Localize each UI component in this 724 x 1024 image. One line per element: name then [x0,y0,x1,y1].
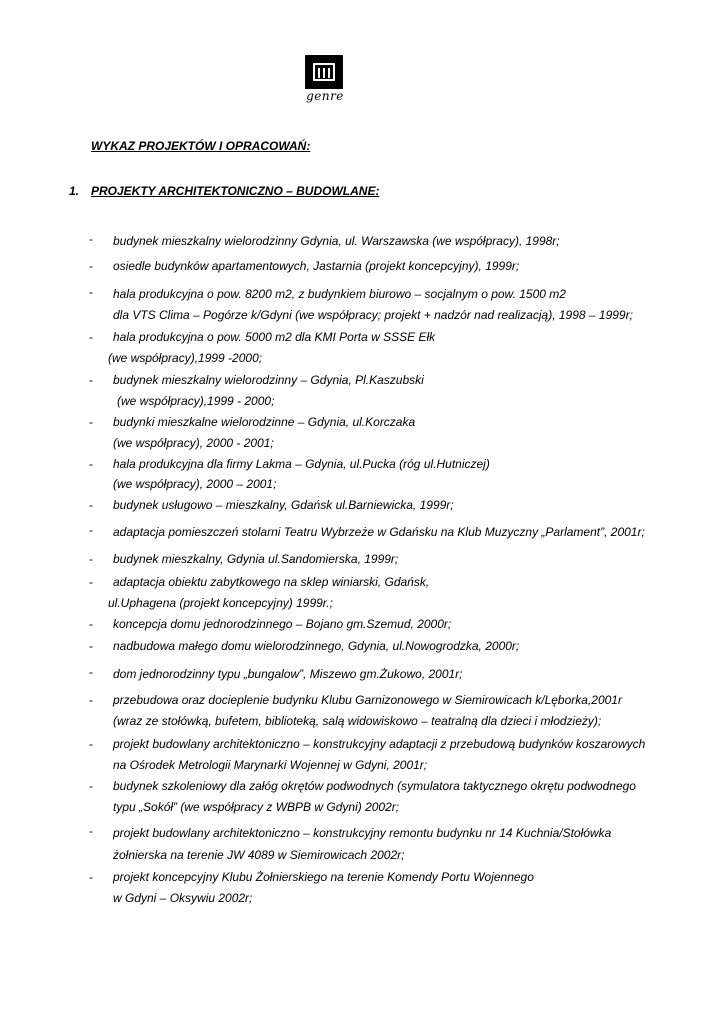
bullet-icon: - [89,737,93,751]
bullet-icon: - [89,498,93,512]
list-item-line: nadbudowa małego domu wielorodzinnego, Gdynia, ul.Nowogrodzka, 2000r; [113,639,520,653]
list-item-line: hala produkcyjna o pow. 8200 m2, z budynkiem biurowo – socjalnym o pow. 1500 m2 [113,287,566,301]
list-item-line: projekt budowlany architektoniczno – konstrukcyjny adaptacji z przebudową budynków koszarowych [113,737,646,751]
bullet-icon: - [89,870,93,884]
list-item-line: (we współpracy), 2000 – 2001; [113,477,277,491]
list-item-line: dla VTS Clima – Pogórze k/Gdyni (we współpracy; projekt + nadzór nad realizacją), 1998 – 1999r; [113,308,633,322]
list-item-line: dom jednorodzinny typu „bungalow”, Miszewo gm.Żukowo, 2001r; [113,667,463,681]
page-title: WYKAZ PROJEKTÓW I OPRACOWAŃ: [91,139,311,153]
bullet-icon: - [89,373,93,387]
list-item-line: budynek mieszkalny, Gdynia ul.Sandomierska, 1999r; [113,552,399,566]
bullet-icon: - [89,523,93,537]
list-item-line: na Ośrodek Metrologii Marynarki Wojennej w Gdyni, 2001r; [113,758,428,772]
list-item-line: (we współpracy),1999 - 2000; [117,394,275,408]
list-item-line: budynki mieszkalne wielorodzinne – Gdynia, ul.Korczaka [113,415,416,429]
list-item-line: projekt budowlany architektoniczno – konstrukcyjny remontu budynku nr 14 Kuchnia/Stołówka [113,826,612,840]
list-item-line: (wraz ze stołówką, bufetem, biblioteką, salą widowiskowo – teatralną dla dzieci i młodzieży); [113,714,602,728]
section-title: PROJEKTY ARCHITEKTONICZNO – BUDOWLANE: [91,184,380,198]
bullet-icon: - [89,617,93,631]
bullet-icon: - [89,232,93,246]
bullet-icon: - [89,415,93,429]
list-item-line: przebudowa oraz docieplenie budynku Klubu Garnizonowego w Siemirowicach k/Lęborka,2001r [113,693,622,707]
list-item-line: projekt koncepcyjny Klubu Żołnierskiego na terenie Komendy Portu Wojennego [113,870,534,884]
bullet-icon: - [89,824,93,838]
bullet-icon: - [89,639,93,653]
list-item-line: adaptacja obiektu zabytkowego na sklep winiarski, Gdańsk, [113,575,430,589]
bullet-icon: - [89,330,93,344]
list-item-line: ul.Uphagena (projekt koncepcyjny) 1999r.; [108,596,334,610]
list-item-line: w Gdyni – Oksywiu 2002r; [113,891,253,905]
bullet-icon: - [89,575,93,589]
list-item-line: osiedle budynków apartamentowych, Jastarnia (projekt koncepcyjny), 1999r; [113,259,520,273]
bullet-icon: - [89,779,93,793]
logo-text: genre [306,89,344,103]
list-item-line: typu „Sokół” (we współpracy z WBPB w Gdyni) 2002r; [113,800,400,814]
list-item-line: budynek mieszkalny wielorodzinny Gdynia, ul. Warszawska (we współpracy), 1998r; [113,234,560,248]
bullet-icon: - [89,552,93,566]
list-item-line: (we współpracy),1999 -2000; [108,351,263,365]
list-item-line: hala produkcyjna dla firmy Lakma – Gdynia, ul.Pucka (róg ul.Hutniczej) [113,457,490,471]
genre-logo [303,55,347,107]
bullet-icon: - [89,285,93,299]
bullet-icon: - [89,457,93,471]
bullet-icon: - [89,259,93,273]
list-item-line: adaptacja pomieszczeń stolarni Teatru Wybrzeże w Gdańsku na Klub Muzyczny „Parlament”, 2001r; [113,525,645,539]
bullet-icon: - [89,693,93,707]
bullet-icon: - [89,665,93,679]
list-item-line: (we współpracy), 2000 - 2001; [113,436,274,450]
list-item-line: budynek szkoleniowy dla załóg okrętów podwodnych (symulatora taktycznego okrętu podwodnego [113,779,636,793]
list-item-line: hala produkcyjna o pow. 5000 m2 dla KMI Porta w SSSE Ełk [113,330,436,344]
list-item-line: koncepcja domu jednorodzinnego – Bojano gm.Szemud, 2000r; [113,617,452,631]
logo-mark-icon [305,55,343,89]
section-number: 1. [69,184,80,198]
list-item-line: żołnierska na terenie JW 4089 w Siemirowicach 2002r; [113,848,405,862]
list-item-line: budynek usługowo – mieszkalny, Gdańsk ul.Barniewicka, 1999r; [113,498,454,512]
list-item-line: budynek mieszkalny wielorodzinny – Gdynia, Pl.Kaszubski [113,373,424,387]
